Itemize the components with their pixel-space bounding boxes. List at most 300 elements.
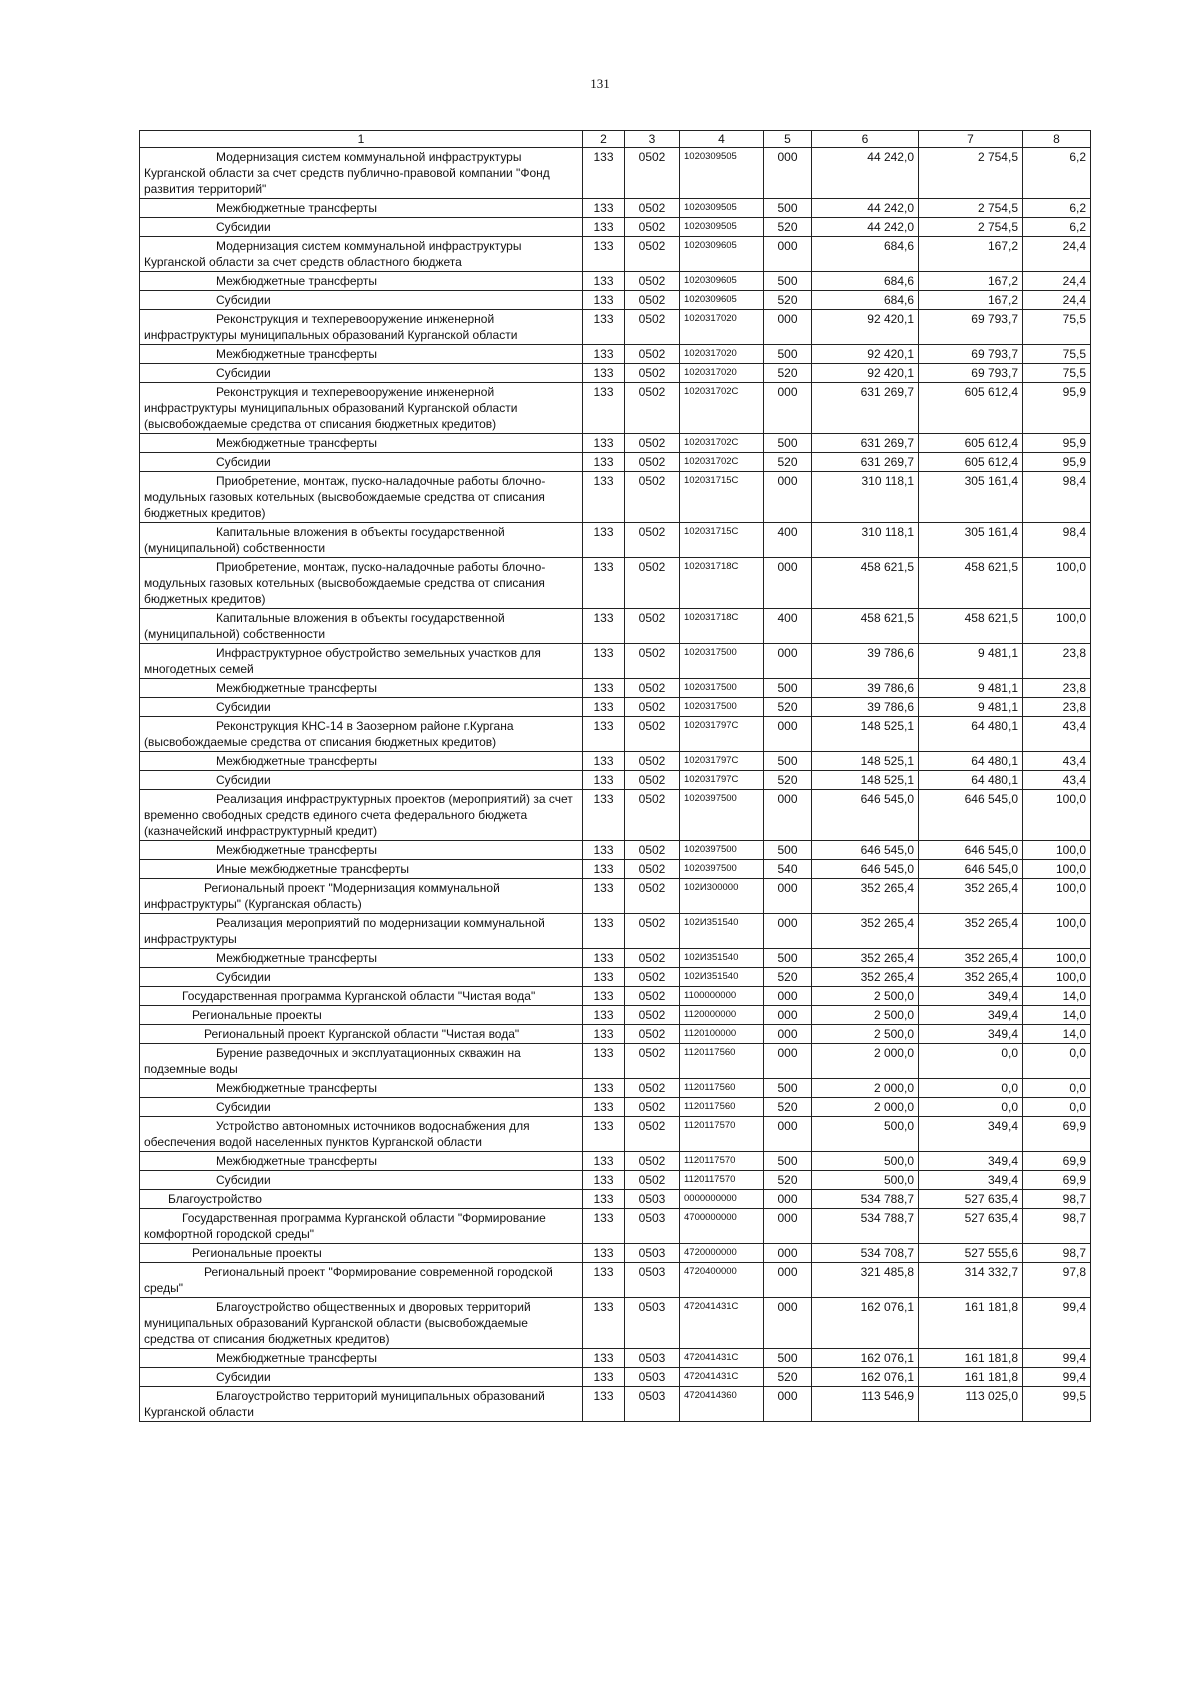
ministry-code: 133 (583, 434, 625, 453)
section-code: 0502 (625, 272, 680, 291)
planned-amount: 352 265,4 (812, 879, 919, 914)
target-article-code: 1020309605 (680, 237, 764, 272)
execution-percent: 69,9 (1023, 1117, 1091, 1152)
planned-amount: 2 500,0 (812, 1025, 919, 1044)
section-code: 0502 (625, 1117, 680, 1152)
column-number: 7 (919, 131, 1023, 148)
target-article-code: 1120117570 (680, 1117, 764, 1152)
target-article-code: 1120117570 (680, 1171, 764, 1190)
table-row (140, 1044, 1091, 1079)
section-code: 0502 (625, 752, 680, 771)
target-article-code: 4700000000 (680, 1209, 764, 1244)
expense-type-code: 000 (764, 1263, 812, 1298)
ministry-code: 133 (583, 364, 625, 383)
section-code: 0502 (625, 218, 680, 237)
planned-amount: 458 621,5 (812, 558, 919, 609)
expense-type-code: 000 (764, 1044, 812, 1079)
execution-percent: 6,2 (1023, 218, 1091, 237)
ministry-code: 133 (583, 310, 625, 345)
table-row (140, 345, 1091, 364)
row-name: Приобретение, монтаж, пуско-наладочные работы блочно-модульных газовых котельных (высвобождаемые средства от списания бюджетных кредитов) (140, 472, 583, 523)
ministry-code: 133 (583, 1387, 625, 1422)
ministry-code: 133 (583, 272, 625, 291)
ministry-code: 133 (583, 1098, 625, 1117)
section-code: 0503 (625, 1387, 680, 1422)
table-row (140, 523, 1091, 558)
execution-percent: 69,9 (1023, 1152, 1091, 1171)
execution-percent: 95,9 (1023, 434, 1091, 453)
expense-type-code: 520 (764, 968, 812, 987)
expense-type-code: 000 (764, 790, 812, 841)
executed-amount: 349,4 (919, 1006, 1023, 1025)
row-name: Реализация мероприятий по модернизации коммунальной инфраструктуры (140, 914, 583, 949)
executed-amount: 167,2 (919, 272, 1023, 291)
execution-percent: 99,4 (1023, 1298, 1091, 1349)
ministry-code: 133 (583, 218, 625, 237)
target-article-code: 102031702С (680, 434, 764, 453)
ministry-code: 133 (583, 1044, 625, 1079)
section-code: 0502 (625, 860, 680, 879)
section-code: 0503 (625, 1298, 680, 1349)
planned-amount: 500,0 (812, 1171, 919, 1190)
section-code: 0502 (625, 717, 680, 752)
execution-percent: 0,0 (1023, 1044, 1091, 1079)
executed-amount: 2 754,5 (919, 199, 1023, 218)
table-row (140, 752, 1091, 771)
expense-type-code: 540 (764, 860, 812, 879)
execution-percent: 6,2 (1023, 148, 1091, 199)
planned-amount: 352 265,4 (812, 968, 919, 987)
planned-amount: 148 525,1 (812, 752, 919, 771)
execution-percent: 100,0 (1023, 879, 1091, 914)
table-row (140, 291, 1091, 310)
executed-amount: 9 481,1 (919, 698, 1023, 717)
section-code: 0502 (625, 291, 680, 310)
ministry-code: 133 (583, 1263, 625, 1298)
expense-type-code: 520 (764, 1171, 812, 1190)
section-code: 0502 (625, 1098, 680, 1117)
planned-amount: 684,6 (812, 291, 919, 310)
page-number: 131 (590, 76, 610, 91)
executed-amount: 69 793,7 (919, 345, 1023, 364)
ministry-code: 133 (583, 472, 625, 523)
target-article-code: 4720400000 (680, 1263, 764, 1298)
row-name: Иные межбюджетные трансферты (140, 860, 583, 879)
planned-amount: 2 000,0 (812, 1098, 919, 1117)
row-name: Государственная программа Курганской области "Чистая вода" (140, 987, 583, 1006)
executed-amount: 0,0 (919, 1098, 1023, 1117)
target-article-code: 102И351540 (680, 949, 764, 968)
execution-percent: 99,4 (1023, 1368, 1091, 1387)
expense-type-code: 000 (764, 383, 812, 434)
row-name: Региональные проекты (140, 1244, 583, 1263)
expense-type-code: 000 (764, 237, 812, 272)
row-name: Субсидии (140, 218, 583, 237)
ministry-code: 133 (583, 523, 625, 558)
target-article-code: 1120117560 (680, 1098, 764, 1117)
row-name: Реконструкция и техперевооружение инженерной инфраструктуры муниципальных образований Курганской области (высвобождаемые средства от списания бюджетных кредитов) (140, 383, 583, 434)
execution-percent: 98,4 (1023, 523, 1091, 558)
table-row (140, 968, 1091, 987)
expense-type-code: 000 (764, 1025, 812, 1044)
executed-amount: 167,2 (919, 291, 1023, 310)
row-name: Субсидии (140, 968, 583, 987)
planned-amount: 534 788,7 (812, 1209, 919, 1244)
target-article-code: 1020309605 (680, 272, 764, 291)
target-article-code: 102И351540 (680, 968, 764, 987)
planned-amount: 646 545,0 (812, 790, 919, 841)
target-article-code: 102И300000 (680, 879, 764, 914)
row-name: Межбюджетные трансферты (140, 752, 583, 771)
target-article-code: 1020317020 (680, 310, 764, 345)
executed-amount: 305 161,4 (919, 472, 1023, 523)
expense-type-code: 000 (764, 1298, 812, 1349)
target-article-code: 102031718С (680, 558, 764, 609)
table-row (140, 698, 1091, 717)
table-row (140, 237, 1091, 272)
section-code: 0502 (625, 453, 680, 472)
executed-amount: 9 481,1 (919, 644, 1023, 679)
target-article-code: 472041431С (680, 1298, 764, 1349)
ministry-code: 133 (583, 148, 625, 199)
executed-amount: 69 793,7 (919, 364, 1023, 383)
section-code: 0502 (625, 199, 680, 218)
expense-type-code: 520 (764, 1098, 812, 1117)
planned-amount: 2 500,0 (812, 1006, 919, 1025)
execution-percent: 100,0 (1023, 609, 1091, 644)
section-code: 0502 (625, 914, 680, 949)
target-article-code: 4720414360 (680, 1387, 764, 1422)
table-row (140, 1298, 1091, 1349)
section-code: 0502 (625, 1044, 680, 1079)
execution-percent: 14,0 (1023, 987, 1091, 1006)
executed-amount: 0,0 (919, 1044, 1023, 1079)
ministry-code: 133 (583, 558, 625, 609)
execution-percent: 75,5 (1023, 345, 1091, 364)
execution-percent: 0,0 (1023, 1079, 1091, 1098)
table-row (140, 1244, 1091, 1263)
ministry-code: 133 (583, 345, 625, 364)
target-article-code: 472041431С (680, 1368, 764, 1387)
target-article-code: 1020309505 (680, 218, 764, 237)
expense-type-code: 400 (764, 609, 812, 644)
section-code: 0502 (625, 558, 680, 609)
column-number: 4 (680, 131, 764, 148)
target-article-code: 102031718С (680, 609, 764, 644)
section-code: 0502 (625, 237, 680, 272)
target-article-code: 1120117570 (680, 1152, 764, 1171)
executed-amount: 167,2 (919, 237, 1023, 272)
planned-amount: 310 118,1 (812, 523, 919, 558)
section-code: 0502 (625, 523, 680, 558)
table-row (140, 914, 1091, 949)
target-article-code: 102031702С (680, 383, 764, 434)
execution-percent: 69,9 (1023, 1171, 1091, 1190)
executed-amount: 69 793,7 (919, 310, 1023, 345)
section-code: 0502 (625, 148, 680, 199)
executed-amount: 113 025,0 (919, 1387, 1023, 1422)
row-name: Субсидии (140, 364, 583, 383)
expense-type-code: 000 (764, 1209, 812, 1244)
execution-percent: 14,0 (1023, 1006, 1091, 1025)
expense-type-code: 500 (764, 1079, 812, 1098)
planned-amount: 352 265,4 (812, 949, 919, 968)
row-name: Региональные проекты (140, 1006, 583, 1025)
column-number: 6 (812, 131, 919, 148)
planned-amount: 148 525,1 (812, 771, 919, 790)
executed-amount: 349,4 (919, 987, 1023, 1006)
row-name: Благоустройство общественных и дворовых территорий муниципальных образований Курганской области (высвобождаемые средства от списания бюджетных кредитов) (140, 1298, 583, 1349)
table-row (140, 1006, 1091, 1025)
row-name: Бурение разведочных и эксплуатационных скважин на подземные воды (140, 1044, 583, 1079)
expense-type-code: 000 (764, 914, 812, 949)
table-row (140, 644, 1091, 679)
table-row (140, 609, 1091, 644)
expense-type-code: 500 (764, 272, 812, 291)
execution-percent: 100,0 (1023, 914, 1091, 949)
table-row (140, 199, 1091, 218)
target-article-code: 1020317020 (680, 345, 764, 364)
execution-percent: 97,8 (1023, 1263, 1091, 1298)
row-name: Региональный проект Курганской области "Чистая вода" (140, 1025, 583, 1044)
section-code: 0503 (625, 1368, 680, 1387)
ministry-code: 133 (583, 698, 625, 717)
table-row (140, 1171, 1091, 1190)
target-article-code: 102031715С (680, 523, 764, 558)
execution-percent: 100,0 (1023, 949, 1091, 968)
planned-amount: 39 786,6 (812, 698, 919, 717)
planned-amount: 458 621,5 (812, 609, 919, 644)
ministry-code: 133 (583, 1244, 625, 1263)
column-number: 8 (1023, 131, 1091, 148)
table-row (140, 434, 1091, 453)
table-row (140, 472, 1091, 523)
execution-percent: 43,4 (1023, 752, 1091, 771)
section-code: 0502 (625, 1079, 680, 1098)
target-article-code: 102031797С (680, 752, 764, 771)
planned-amount: 44 242,0 (812, 218, 919, 237)
planned-amount: 321 485,8 (812, 1263, 919, 1298)
executed-amount: 458 621,5 (919, 609, 1023, 644)
ministry-code: 133 (583, 1298, 625, 1349)
execution-percent: 99,5 (1023, 1387, 1091, 1422)
section-code: 0502 (625, 434, 680, 453)
table-row (140, 148, 1091, 199)
ministry-code: 133 (583, 771, 625, 790)
table-row (140, 453, 1091, 472)
ministry-code: 133 (583, 987, 625, 1006)
executed-amount: 605 612,4 (919, 383, 1023, 434)
target-article-code: 1020309505 (680, 148, 764, 199)
expense-type-code: 500 (764, 1349, 812, 1368)
executed-amount: 458 621,5 (919, 558, 1023, 609)
ministry-code: 133 (583, 841, 625, 860)
row-name: Реконструкция и техперевооружение инженерной инфраструктуры муниципальных образований Курганской области (140, 310, 583, 345)
section-code: 0502 (625, 1171, 680, 1190)
section-code: 0502 (625, 1152, 680, 1171)
table-row (140, 987, 1091, 1006)
planned-amount: 162 076,1 (812, 1368, 919, 1387)
table-row (140, 272, 1091, 291)
expense-type-code: 500 (764, 199, 812, 218)
planned-amount: 631 269,7 (812, 383, 919, 434)
expense-type-code: 000 (764, 1117, 812, 1152)
section-code: 0503 (625, 1244, 680, 1263)
ministry-code: 133 (583, 949, 625, 968)
execution-percent: 100,0 (1023, 558, 1091, 609)
planned-amount: 684,6 (812, 237, 919, 272)
section-code: 0502 (625, 679, 680, 698)
target-article-code: 1120117560 (680, 1079, 764, 1098)
ministry-code: 133 (583, 383, 625, 434)
row-name: Устройство автономных источников водоснабжения для обеспечения водой населенных пунктов Курганской области (140, 1117, 583, 1152)
target-article-code: 102031797С (680, 717, 764, 752)
ministry-code: 133 (583, 1190, 625, 1209)
ministry-code: 133 (583, 1209, 625, 1244)
ministry-code: 133 (583, 1079, 625, 1098)
ministry-code: 133 (583, 291, 625, 310)
table-row (140, 860, 1091, 879)
executed-amount: 646 545,0 (919, 860, 1023, 879)
table-row (140, 310, 1091, 345)
executed-amount: 527 555,6 (919, 1244, 1023, 1263)
section-code: 0502 (625, 879, 680, 914)
ministry-code: 133 (583, 237, 625, 272)
table-row (140, 1368, 1091, 1387)
executed-amount: 349,4 (919, 1117, 1023, 1152)
executed-amount: 527 635,4 (919, 1190, 1023, 1209)
section-code: 0502 (625, 1025, 680, 1044)
executed-amount: 64 480,1 (919, 717, 1023, 752)
execution-percent: 99,4 (1023, 1349, 1091, 1368)
planned-amount: 646 545,0 (812, 841, 919, 860)
row-name: Субсидии (140, 291, 583, 310)
executed-amount: 527 635,4 (919, 1209, 1023, 1244)
expense-type-code: 000 (764, 310, 812, 345)
section-code: 0503 (625, 1349, 680, 1368)
execution-percent: 98,7 (1023, 1190, 1091, 1209)
table-row (140, 841, 1091, 860)
table-row (140, 879, 1091, 914)
executed-amount: 349,4 (919, 1152, 1023, 1171)
row-name: Межбюджетные трансферты (140, 345, 583, 364)
execution-percent: 100,0 (1023, 860, 1091, 879)
planned-amount: 92 420,1 (812, 345, 919, 364)
execution-percent: 0,0 (1023, 1098, 1091, 1117)
expense-type-code: 500 (764, 679, 812, 698)
executed-amount: 161 181,8 (919, 1298, 1023, 1349)
target-article-code: 102И351540 (680, 914, 764, 949)
expense-type-code: 500 (764, 841, 812, 860)
expense-type-code: 400 (764, 523, 812, 558)
ministry-code: 133 (583, 1349, 625, 1368)
expense-type-code: 000 (764, 1006, 812, 1025)
executed-amount: 605 612,4 (919, 453, 1023, 472)
row-name: Региональный проект "Модернизация коммунальной инфраструктуры" (Курганская область) (140, 879, 583, 914)
expense-type-code: 500 (764, 752, 812, 771)
ministry-code: 133 (583, 790, 625, 841)
executed-amount: 646 545,0 (919, 841, 1023, 860)
section-code: 0502 (625, 364, 680, 383)
target-article-code: 1120000000 (680, 1006, 764, 1025)
executed-amount: 349,4 (919, 1025, 1023, 1044)
ministry-code: 133 (583, 1117, 625, 1152)
row-name: Межбюджетные трансферты (140, 1079, 583, 1098)
row-name: Реализация инфраструктурных проектов (мероприятий) за счет временно свободных средств единого счета федерального бюджета (казначейский инфраструктурный кредит) (140, 790, 583, 841)
expense-type-code: 520 (764, 218, 812, 237)
execution-percent: 24,4 (1023, 237, 1091, 272)
table-row (140, 717, 1091, 752)
section-code: 0503 (625, 1209, 680, 1244)
planned-amount: 44 242,0 (812, 148, 919, 199)
table-row (140, 383, 1091, 434)
execution-percent: 23,8 (1023, 698, 1091, 717)
row-name: Благоустройство территорий муниципальных образований Курганской области (140, 1387, 583, 1422)
executed-amount: 352 265,4 (919, 968, 1023, 987)
target-article-code: 1020317500 (680, 644, 764, 679)
planned-amount: 162 076,1 (812, 1298, 919, 1349)
row-name: Межбюджетные трансферты (140, 272, 583, 291)
section-code: 0502 (625, 790, 680, 841)
table-row (140, 790, 1091, 841)
row-name: Модернизация систем коммунальной инфраструктуры Курганской области за счет средств публично-правовой компании "Фонд развития территорий" (140, 148, 583, 199)
planned-amount: 39 786,6 (812, 679, 919, 698)
expense-type-code: 000 (764, 717, 812, 752)
row-name: Субсидии (140, 453, 583, 472)
target-article-code: 102031797С (680, 771, 764, 790)
section-code: 0502 (625, 1006, 680, 1025)
ministry-code: 133 (583, 609, 625, 644)
table-row (140, 1349, 1091, 1368)
section-code: 0502 (625, 949, 680, 968)
target-article-code: 1020397500 (680, 841, 764, 860)
execution-percent: 6,2 (1023, 199, 1091, 218)
executed-amount: 64 480,1 (919, 752, 1023, 771)
section-code: 0502 (625, 771, 680, 790)
row-name: Межбюджетные трансферты (140, 949, 583, 968)
row-name: Межбюджетные трансферты (140, 434, 583, 453)
ministry-code: 133 (583, 679, 625, 698)
section-code: 0502 (625, 841, 680, 860)
row-name: Капитальные вложения в объекты государственной (муниципальной) собственности (140, 523, 583, 558)
ministry-code: 133 (583, 1006, 625, 1025)
section-code: 0503 (625, 1263, 680, 1298)
ministry-code: 133 (583, 644, 625, 679)
execution-percent: 43,4 (1023, 771, 1091, 790)
row-name: Межбюджетные трансферты (140, 1349, 583, 1368)
execution-percent: 24,4 (1023, 291, 1091, 310)
executed-amount: 314 332,7 (919, 1263, 1023, 1298)
row-name: Инфраструктурное обустройство земельных участков для многодетных семей (140, 644, 583, 679)
section-code: 0502 (625, 644, 680, 679)
execution-percent: 95,9 (1023, 453, 1091, 472)
executed-amount: 161 181,8 (919, 1349, 1023, 1368)
row-name: Благоустройство (140, 1190, 583, 1209)
target-article-code: 1120117560 (680, 1044, 764, 1079)
expense-type-code: 000 (764, 987, 812, 1006)
row-name: Капитальные вложения в объекты государственной (муниципальной) собственности (140, 609, 583, 644)
executed-amount: 9 481,1 (919, 679, 1023, 698)
execution-percent: 23,8 (1023, 679, 1091, 698)
ministry-code: 133 (583, 717, 625, 752)
planned-amount: 500,0 (812, 1152, 919, 1171)
row-name: Субсидии (140, 1098, 583, 1117)
row-name: Государственная программа Курганской области "Формирование комфортной городской среды" (140, 1209, 583, 1244)
planned-amount: 113 546,9 (812, 1387, 919, 1422)
table-row (140, 218, 1091, 237)
ministry-code: 133 (583, 860, 625, 879)
column-number: 1 (140, 131, 583, 148)
